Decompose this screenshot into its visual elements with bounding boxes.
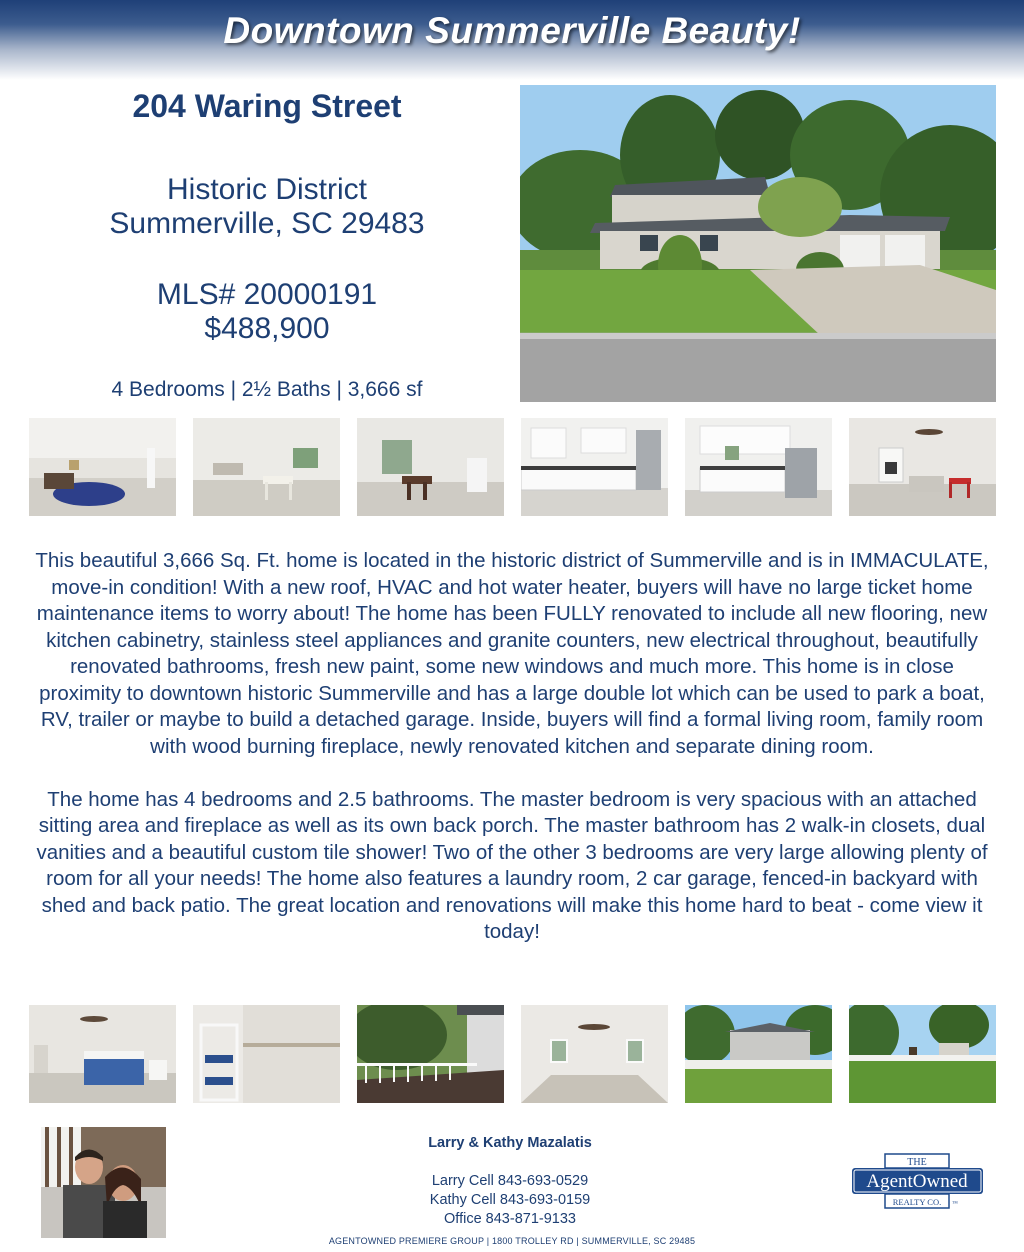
listing-info bbox=[20, 84, 514, 402]
thumb-bedroom bbox=[521, 1005, 668, 1103]
thumb-back-porch-deck bbox=[357, 1005, 504, 1103]
property-description bbox=[32, 548, 992, 946]
office-phone: Office 843-871-9133 bbox=[444, 1211, 576, 1227]
agentowned-logo bbox=[851, 1153, 984, 1211]
headline: Downtown Summerville Beauty! bbox=[223, 10, 801, 51]
thumb-kitchen-appliances bbox=[685, 418, 832, 516]
logo-line-2: AgentOwned bbox=[866, 1171, 968, 1192]
thumb-open-living-dining bbox=[193, 418, 340, 516]
description-paragraph-2: The home has 4 bedrooms and 2.5 bathrooms. The master bedroom is very spacious with an attached sitting area and fireplace as well as its own back porch. The master bathroom has 2 walk-in closets, dual vanities and a beautiful custom tile shower! Two of the other 3 bedrooms are very large allowing plenty of room for all your needs! The home also features a laundry room, 2 car garage, fenced-in backyard with shed and back patio. The great location and renovations will make this home hard to beat - come view it today! bbox=[36, 787, 988, 943]
thumb-tile-shower bbox=[193, 1005, 340, 1103]
thumb-dining-room bbox=[357, 418, 504, 516]
footer-address: AGENTOWNED PREMIERE GROUP | 1800 TROLLEY RD | SUMMERVILLE, SC 29485 bbox=[328, 1236, 696, 1246]
thumb-family-room-fireplace bbox=[849, 418, 996, 516]
photo-strip-bottom bbox=[29, 1005, 996, 1103]
logo-line-1: THE bbox=[907, 1157, 927, 1168]
header-banner bbox=[0, 0, 1024, 80]
photo-strip-top bbox=[29, 418, 996, 516]
logo-line-3: REALTY CO. bbox=[892, 1197, 942, 1207]
street-address: 204 Waring Street bbox=[132, 88, 402, 124]
mls-number: MLS# 20000191 bbox=[156, 278, 378, 311]
district-name: Historic District bbox=[167, 173, 367, 206]
thumb-house-exterior-back bbox=[685, 1005, 832, 1103]
listing-price: $488,900 bbox=[204, 312, 330, 345]
hero-photo-house-exterior bbox=[520, 85, 996, 402]
thumb-living-room bbox=[29, 418, 176, 516]
larry-cell: Larry Cell 843-693-0529 bbox=[431, 1173, 589, 1189]
agent-photo bbox=[41, 1127, 166, 1238]
logo-trademark: ™ bbox=[952, 1201, 958, 1207]
agent-contact bbox=[300, 1134, 720, 1229]
city-state-zip: Summerville, SC 29483 bbox=[109, 207, 425, 240]
thumb-master-bedroom bbox=[29, 1005, 176, 1103]
property-specs: 4 Bedrooms | 2½ Baths | 3,666 sf bbox=[111, 378, 423, 401]
agent-names: Larry & Kathy Mazalatis bbox=[428, 1135, 592, 1151]
kathy-cell: Kathy Cell 843-693-0159 bbox=[429, 1192, 591, 1208]
thumb-kitchen bbox=[521, 418, 668, 516]
thumb-backyard bbox=[849, 1005, 996, 1103]
description-paragraph-1: This beautiful 3,666 Sq. Ft. home is located in the historic district of Summerville and is in IMMACULATE, move-in condition! With a new roof, HVAC and hot water heater, buyers will have no large ticket home maintenance items to worry about! The home has been FULLY renovated to include all new flooring, new kitchen cabinetry, stainless steel appliances and granite counters, new electrical throughout, beautifully renovated bathrooms, fresh new paint, some new windows and much more. This home is in close proximity to downtown historic Summerville and has a large double lot which can be used to park a boat, RV, trailer or maybe to build a detached garage. Inside, buyers will find a formal living room, family room with wood burning fireplace, newly renovated kitchen and separate dining room. bbox=[35, 549, 989, 758]
